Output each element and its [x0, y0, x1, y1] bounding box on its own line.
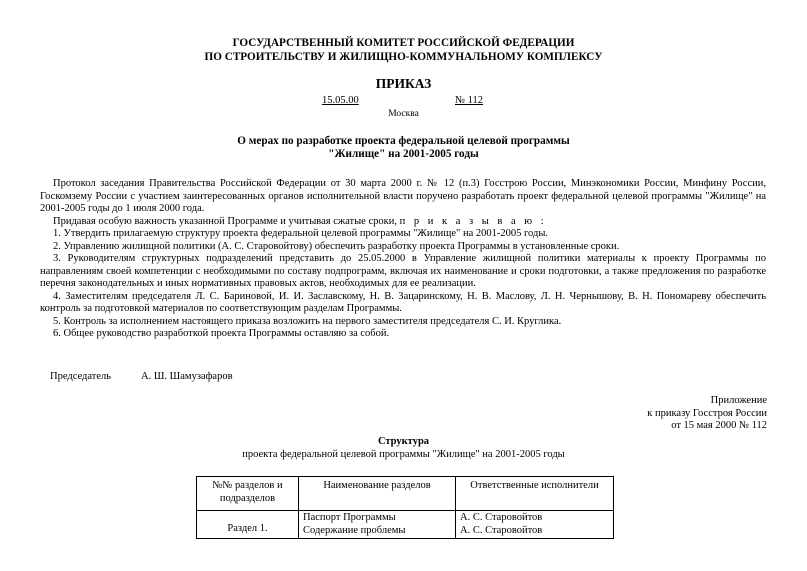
section-name-cell [299, 511, 456, 539]
header-section-number: №№ разделов и подразделов [197, 477, 299, 511]
order-subject [0, 135, 807, 161]
order-number: № 112 [455, 95, 484, 106]
section-name-1: Паспорт Программы [303, 512, 396, 523]
signature-name: А. Ш. Шамузафаров [141, 371, 233, 382]
appendix-line-2: к приказу Госстроя России [647, 407, 767, 419]
order-item-3: 3. Руководителям структурных подразделений представить до 25.05.2000 в Управление жилищной политики материалы к проекту Программы по направлениям своей компетенции с необходимыми по составу подпрограмм, включая их наименование и сроки подготовки, а также предложения по разработке перечня законодательных и иных нормативных правовых актов, необходимых для ее реализации. [40, 253, 766, 289]
signature-role: Председатель [50, 371, 112, 382]
order-item-1: 1. Утвердить прилагаемую структуру проекта федеральной целевой программы "Жилище" на 2001-2005 годы. [53, 228, 549, 239]
executor-cell [456, 511, 614, 539]
section-name-2: Содержание проблемы [303, 524, 406, 536]
order-item-6: 6. Общее руководство разработкой проекта Программы оставляю за собой. [53, 328, 390, 339]
appendix-note [647, 395, 767, 433]
subject-line-1: О мерах по разработке проекта федеральной целевой программы [237, 135, 570, 147]
organization-name [0, 37, 807, 64]
table-header-row [197, 477, 614, 511]
structure-heading [0, 436, 807, 461]
executor-1: А. С. Старовойтов [460, 512, 543, 523]
structure-subtitle: проекта федеральной целевой программы "Жилище" на 2001-2005 годы [242, 448, 565, 460]
section-number-cell: Раздел 1. [197, 511, 299, 539]
appendix-line-1: Приложение [710, 395, 767, 406]
order-body [40, 178, 766, 341]
order-item-4: 4. Заместителям председателя Л. С. Бариновой, И. И. Заславскому, Н. В. Зацаринскому, Н. В. Маслову, Л. Н. Чернышову, В. Н. Пономареву обеспечить контроль за подготовкой материалов по соответствующим разделам Программы. [40, 290, 766, 314]
org-line-2: ПО СТРОИТЕЛЬСТВУ И ЖИЛИЩНО-КОММУНАЛЬНОМУ КОМПЛЕКСУ [204, 50, 603, 63]
order-date: 15.05.00 [322, 95, 359, 106]
order-item-5: 5. Контроль за исполнением настоящего приказа возложить на первого заместителя председателя С. И. Круглика. [53, 315, 562, 327]
header-section-name: Наименование разделов [299, 477, 456, 511]
order-city: Москва [388, 109, 419, 119]
preamble-paragraph: Протокол заседания Правительства Российской Федерации от 30 марта 2000 г. № 12 (п.3) Госстрою России, Минэкономики России, Минфину России, Госкомзему России с участием заинтересованных органов исполнительной власти поручено разработать проект федеральной целевой программы "Жилище" на 2001-2005 годы до 1 июля 2000 года. [40, 178, 766, 214]
subject-line-2: "Жилище" на 2001-2005 годы [328, 148, 479, 160]
org-line-1: ГОСУДАРСТВЕННЫЙ КОМИТЕТ РОССИЙСКОЙ ФЕДЕРАЦИИ [232, 37, 575, 49]
header-executors: Ответственные исполнители [456, 477, 614, 511]
document-type: ПРИКАЗ [375, 76, 432, 91]
order-item-2: 2. Управлению жилищной политики (А. С. Старовойтову) обеспечить разработку проекта Программы в установленные сроки. [53, 240, 620, 252]
order-directive [40, 216, 766, 229]
directive-order-word: п р и к а з ы в а ю : [399, 215, 547, 227]
directive-text: Придавая особую важность указанной Программе и учитывая сжатые сроки, [53, 215, 397, 227]
executor-2: А. С. Старовойтов [460, 524, 543, 536]
structure-title: Структура [377, 436, 430, 447]
table-row [197, 511, 614, 539]
appendix-line-3: от 15 мая 2000 № 112 [671, 420, 767, 431]
structure-table [196, 476, 614, 539]
